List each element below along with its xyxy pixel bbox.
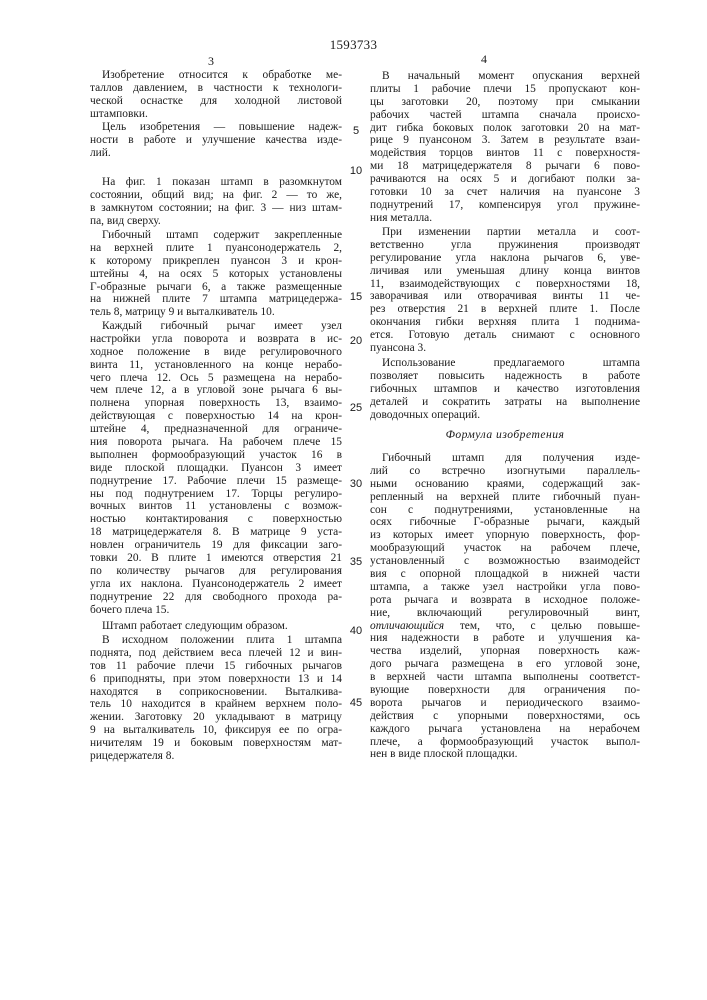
paragraph-purpose — [90, 121, 342, 160]
text-line: штампа, а также узел настройки угла пово- — [370, 581, 640, 594]
text-line: поднутрений 17, компенсируя угол пружине- — [370, 199, 640, 212]
text-line: Использование предлагаемого штампа — [370, 357, 640, 370]
text-line: пуансона 3. — [370, 342, 640, 355]
text-line: ничителям 19 и боковым поверхностям мат- — [90, 737, 342, 750]
text-line: ния металла. — [370, 212, 640, 225]
line-number: 35 — [347, 556, 365, 568]
paragraph-lever-details — [90, 320, 342, 616]
text-line: действия с упорными поверхностями, ось — [370, 710, 640, 723]
text-line: ворота рычагов и периодического взаимо- — [370, 697, 640, 710]
text-line: ми 18 матрицедержателя 8 рычаги 6 пово- — [370, 160, 640, 173]
line-number: 30 — [347, 478, 365, 490]
paragraph-figures — [90, 176, 342, 228]
text-line: штамповки. — [90, 108, 342, 121]
text-line: поднутрение 22 для свободного прохода ра- — [90, 591, 342, 604]
text-line: 9 на выталкиватель 10, фиксируя ее по огра- — [90, 724, 342, 737]
text-line: позволяет повысить надежность в работе — [370, 370, 640, 383]
text-line: угла их наклона. Пуансонодержатель 2 имеет — [90, 578, 342, 591]
text-line: гибочных штампов и качество изготовления — [370, 383, 640, 396]
text-line: 11, взаимодействующих с поверхностями 18, — [370, 278, 640, 291]
text-line: поднята, под действием веса плечей 12 и вин- — [90, 647, 342, 660]
text-line: заворачивая или отворачивая винты 11 че- — [370, 290, 640, 303]
text-line: тель 10 находится в крайнем верхнем поло- — [90, 698, 342, 711]
line-number: 25 — [347, 402, 365, 414]
text-line: Г-образные рычаги 6, а также размещенные — [90, 281, 342, 294]
text-line: вия с опорной площадкой в нижней части — [370, 568, 640, 581]
paragraph-operation-intro — [90, 620, 342, 633]
text-line: Каждый гибочный рычаг имеет узел — [90, 320, 342, 333]
text-line: штейны 4, на осях 5 которых установлены — [90, 268, 342, 281]
text-line: ния надежности в работе и улучшения ка- — [370, 632, 640, 645]
text-line: в замкнутом состоянии; на фиг. 3 — низ штам- — [90, 202, 342, 215]
text-line: лий. — [90, 147, 342, 160]
line-number: 10 — [347, 165, 365, 177]
text-line: Гибочный штамп для получения изде- — [370, 452, 640, 465]
text-line — [370, 620, 640, 633]
text-line: вующие поверхности для ограничения по- — [370, 684, 640, 697]
text-line: осях гибочные Г-образные рычаги, каждый — [370, 516, 640, 529]
text-line: рабочих частей штампа сначала происхо- — [370, 109, 640, 122]
text-line: чего плеча 12. Ось 5 размещена на нерабо- — [90, 372, 342, 385]
line-number: 5 — [347, 125, 365, 137]
paragraph-adjustment — [370, 226, 640, 355]
text-line: модействия торцов винтов 11 с поверхностя- — [370, 147, 640, 160]
page-number-left: 3 — [208, 54, 214, 69]
text-line: ности в работе и улучшение качества изде- — [90, 134, 342, 147]
paragraph-field-of-invention — [90, 69, 342, 121]
text-line: находятся в соприкосновении. Выталкива- — [90, 686, 342, 699]
line-number: 20 — [347, 335, 365, 347]
text-line: личивая или уменьшая длину конца винтов — [370, 265, 640, 278]
text-line: цы заготовки 20, поэтому при смыкании — [370, 96, 640, 109]
line-number: 40 — [347, 625, 365, 637]
text-line: бочего плеча 15. — [90, 604, 342, 617]
text-line: на нижней плите 7 штампа матрицедержа- — [90, 293, 342, 306]
text-line: таллов давлением, в частности к технологи- — [90, 82, 342, 95]
text-line: вочных винтов 11 установлены с возмож- — [90, 500, 342, 513]
claims-heading: Формула изобретения — [370, 428, 640, 441]
text-line: доводочных операций. — [370, 409, 640, 422]
paragraph-advantages — [370, 357, 640, 421]
text-line: ходное положение в виде регулировочного — [90, 346, 342, 359]
text-line: ние, включающий регулировочный винт, — [370, 607, 640, 620]
text-line: тель 8, матрицу 9 и выталкиватель 10. — [90, 306, 342, 319]
text-line: из которых имеет упорную поверхность, фор- — [370, 529, 640, 542]
text-line: репленный на верхней плите гибочный пуан- — [370, 491, 640, 504]
text-line: ветственно угла пружинения производят — [370, 239, 640, 252]
text-line: состоянии, общий вид; на фиг. 2 — то же, — [90, 189, 342, 202]
text-line: товки 20. В плите 1 имеются отверстия 21 — [90, 552, 342, 565]
text-line: 6 приподняты, при этом поверхности 13 и 14 — [90, 673, 342, 686]
text-line: Штамп работает следующим образом. — [90, 620, 342, 633]
text-line: полнена упорная поверхность 13, взаимо- — [90, 397, 342, 410]
text-line: жении. Заготовку 20 укладывают в матрицу — [90, 711, 342, 724]
text-line: штейне 4, предназначенной для ограниче- — [90, 423, 342, 436]
text-line: ется. Готовую деталь снимают с основного — [370, 329, 640, 342]
paragraph-initial-position — [90, 634, 342, 763]
text-line: готовки 10 за счет наличия на пуансоне 3 — [370, 186, 640, 199]
text-line: рицедержателя 8. — [90, 750, 342, 763]
text-line: па, вид сверху. — [90, 215, 342, 228]
text-segment: тем, что, с целью повыше- — [444, 620, 640, 632]
text-line: рачиваются на осях 5 и догибают полки за- — [370, 173, 640, 186]
text-line: Цель изобретения — повышение надеж- — [90, 121, 342, 134]
text-line: рице 9 пуансоном 3. Затем в результате взаи- — [370, 134, 640, 147]
text-line: тов 11 рабочие плечи 15 гибочных рычагов — [90, 660, 342, 673]
text-line: выполнен формообразующий участок 16 в — [90, 449, 342, 462]
text-line: сон с поднутрениями, установленные на — [370, 504, 640, 517]
text-line: действующая с поверхностью 14 на крон- — [90, 410, 342, 423]
text-line: регулирование угла наклона рычагов 6, уве- — [370, 252, 640, 265]
text-line: рез отверстия 21 в верхней плите 1. После — [370, 303, 640, 316]
text-line: В начальный момент опускания верхней — [370, 70, 640, 83]
text-line: Гибочный штамп содержит закрепленные — [90, 229, 342, 242]
text-line: рота рычага и возврата в исходное положе- — [370, 594, 640, 607]
text-line: ностью контактирования с поверхностью — [90, 513, 342, 526]
patent-number: 1593733 — [0, 37, 707, 53]
text-line: винта 11, установленного на конце нерабо- — [90, 359, 342, 372]
text-line: по количеству рычагов для регулирования — [90, 565, 342, 578]
line-number: 15 — [347, 291, 365, 303]
text-line: В исходном положении плита 1 штампа — [90, 634, 342, 647]
text-line: чем плече 12, а в угловой зоне рычага 6 вы- — [90, 384, 342, 397]
text-line: деталей и сократить затраты на выполнение — [370, 396, 640, 409]
emphasized-term: отличающийся — [370, 620, 444, 632]
text-line: ческой оснастке для холодной листовой — [90, 95, 342, 108]
text-line: чества изделий, упорная поверхность каж- — [370, 645, 640, 658]
text-line: нен в виде плоской площадки. — [370, 748, 640, 761]
text-line: При изменении партии металла и соот- — [370, 226, 640, 239]
text-line: окончания гибки верхняя плита 1 поднима- — [370, 316, 640, 329]
text-line: плече, а формообразующий участок выпол- — [370, 736, 640, 749]
text-line: мообразующий участок на рабочем плече, — [370, 542, 640, 555]
paragraph-structure — [90, 229, 342, 319]
text-line: лий со встречно изогнутыми параллель- — [370, 465, 640, 478]
text-line: плиты 1 рабочие плечи 15 пропускают кон- — [370, 83, 640, 96]
line-number: 45 — [347, 697, 365, 709]
text-line: в верхней части штампа выполнены соответст- — [370, 671, 640, 684]
text-line: дит гибка боковых полок заготовки 20 на мат- — [370, 122, 640, 135]
text-line: к которому прикреплен пуансон 3 и крон- — [90, 255, 342, 268]
text-line: ния поворота рычага. На рабочем плече 15 — [90, 436, 342, 449]
text-line: на верхней плите 1 пуансонодержатель 2, — [90, 242, 342, 255]
text-line: На фиг. 1 показан штамп в разомкнутом — [90, 176, 342, 189]
text-line: ными основанию краями, содержащий зак- — [370, 478, 640, 491]
text-line: Изобретение относится к обработке ме- — [90, 69, 342, 82]
text-line: настройки угла поворота и возврата в ис- — [90, 333, 342, 346]
text-line: каждого рычага установлена на нерабочем — [370, 723, 640, 736]
text-line: виде плоской площадки. Пуансон 3 имеет — [90, 462, 342, 475]
text-line: ны под поднутрением 17. Торцы регулиро- — [90, 488, 342, 501]
text-line: дого рычага размещена в его угловой зоне, — [370, 658, 640, 671]
page-number-right: 4 — [481, 52, 487, 67]
paragraph-lowering — [370, 70, 640, 225]
text-line: новлен ограничитель 19 для фиксации заго- — [90, 539, 342, 552]
text-line: поднутрение 17. Рабочие плечи 15 размеще- — [90, 475, 342, 488]
paragraph-claim — [370, 452, 640, 761]
text-line: 18 матрицедержателя 8. В матрице 9 уста- — [90, 526, 342, 539]
text-line: установленный с возможностью взаимодейст — [370, 555, 640, 568]
